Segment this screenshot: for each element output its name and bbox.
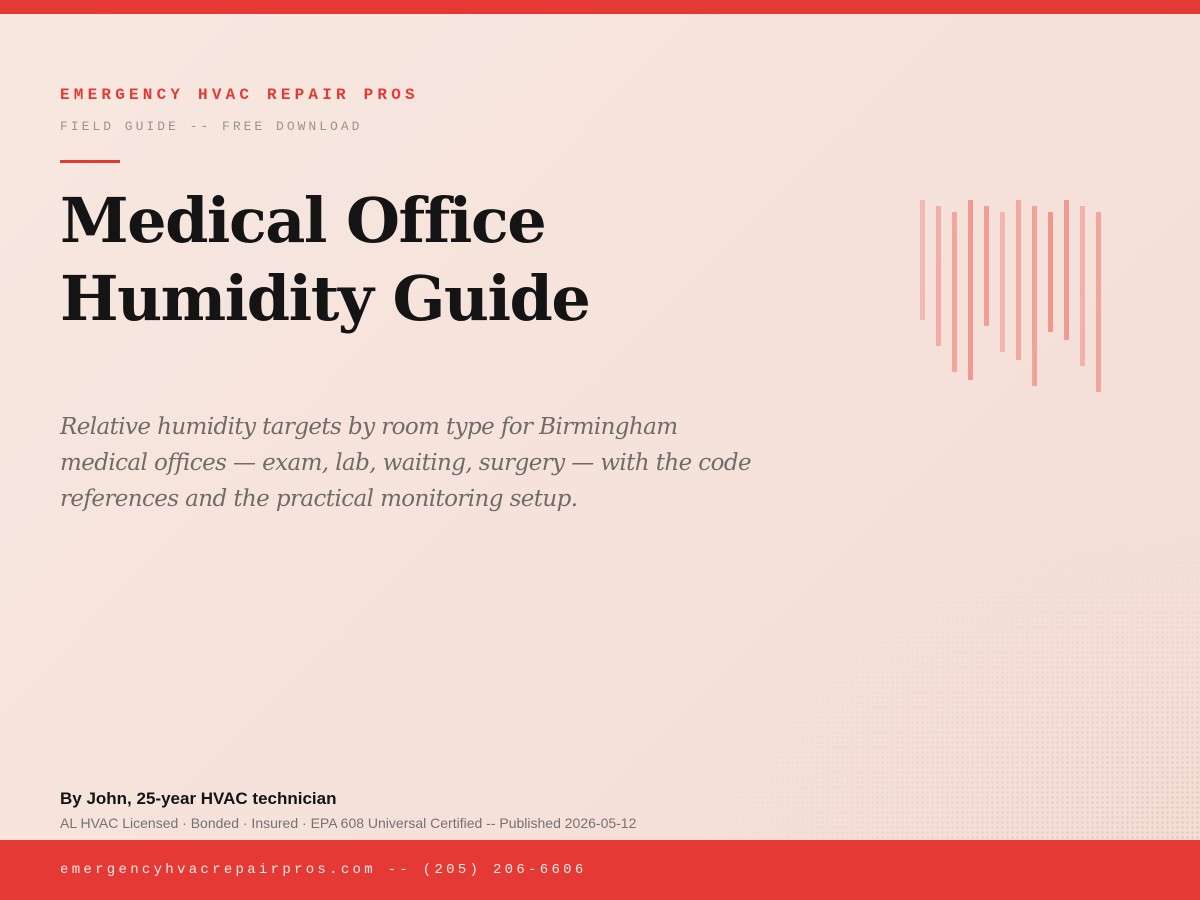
- accent-rule: [60, 160, 120, 163]
- lede-text: Relative humidity targets by room type for Birmingham medical offices — exam, lab, waiting, surgery — with the code references and the practical monitoring setup.: [60, 414, 751, 512]
- decor-bar: [1096, 212, 1101, 392]
- decor-bar: [1048, 212, 1053, 332]
- dot-texture: [680, 520, 1200, 840]
- decor-bar: [984, 206, 989, 326]
- decor-bar: [968, 200, 973, 380]
- decor-bar: [1032, 206, 1037, 386]
- decor-bar: [1064, 200, 1069, 340]
- author-credentials: AL HVAC Licensed · Bonded · Insured · EPA 608 Universal Certified -- Published 2026-05-12: [60, 815, 637, 831]
- decor-bar: [1080, 206, 1085, 366]
- author-byline: By John, 25-year HVAC technician: [60, 789, 337, 808]
- page-title: [60, 182, 589, 338]
- decor-bar: [936, 206, 941, 346]
- decor-bar: [1016, 200, 1021, 360]
- footer-bar: [0, 840, 1200, 900]
- decor-bar: [1000, 212, 1005, 352]
- title-line-1: Medical Office: [60, 184, 546, 257]
- brand-name: EMERGENCY HVAC REPAIR PROS: [60, 86, 419, 104]
- guide-subtitle: FIELD GUIDE -- FREE DOWNLOAD: [60, 119, 363, 134]
- humidity-bars-icon: [916, 196, 1108, 396]
- top-accent-bar: [0, 0, 1200, 14]
- footer-contact: emergencyhvacrepairpros.com -- (205) 206-6606: [60, 862, 587, 878]
- title-line-2: Humidity Guide: [60, 262, 590, 335]
- decor-bar: [920, 200, 925, 320]
- decor-bar: [952, 212, 957, 372]
